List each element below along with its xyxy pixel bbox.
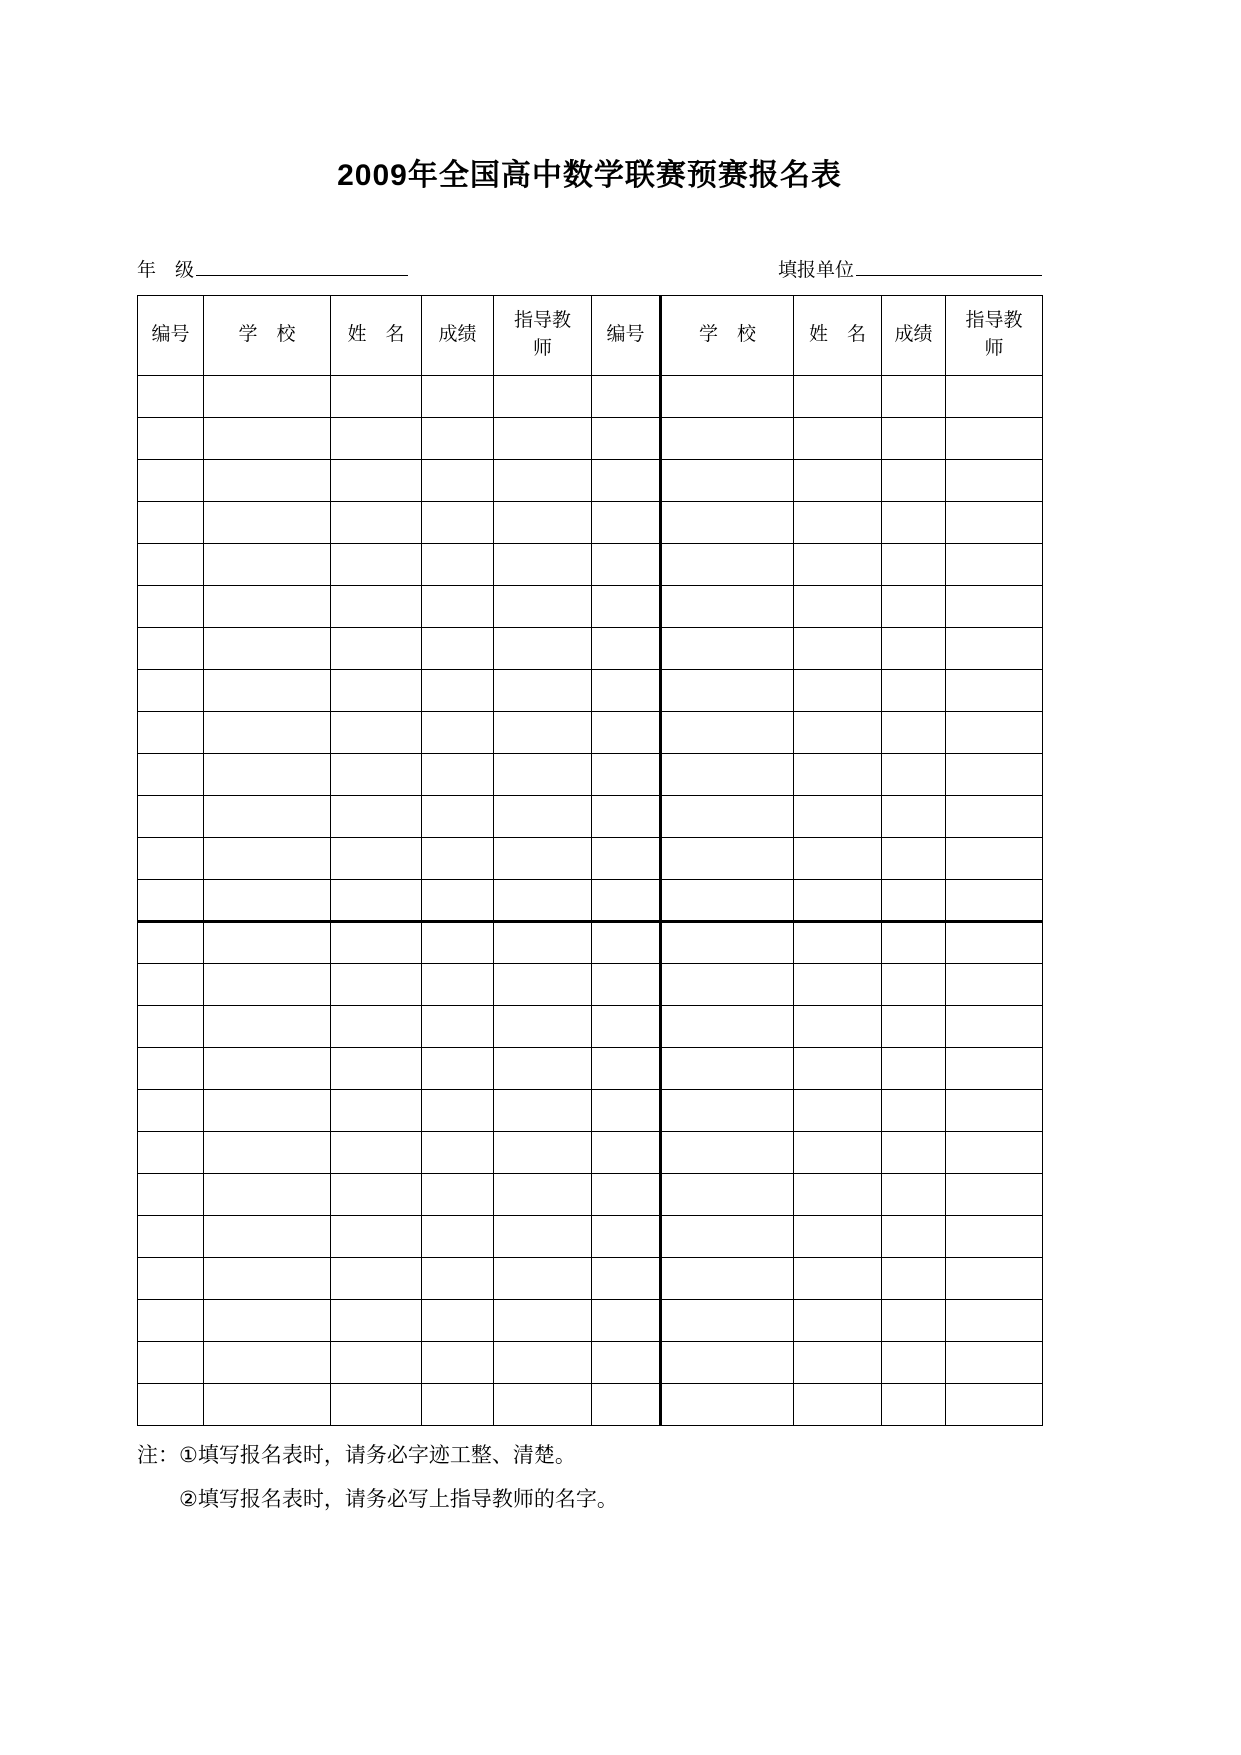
- table-cell: [204, 1047, 331, 1089]
- table-cell: [494, 375, 592, 417]
- table-cell: [331, 459, 422, 501]
- table-cell: [494, 1131, 592, 1173]
- table-cell: [494, 1299, 592, 1341]
- header-cell: 成绩: [882, 295, 946, 375]
- table-cell: [494, 669, 592, 711]
- table-cell: [138, 837, 204, 879]
- table-cell: [494, 921, 592, 963]
- table-cell: [204, 1005, 331, 1047]
- note-line-2: ②填写报名表时，请务必写上指导教师的名字。: [179, 1487, 618, 1511]
- table-cell: [794, 1383, 882, 1425]
- table-cell: [331, 1005, 422, 1047]
- notes: [137, 1441, 1042, 1516]
- table-cell: [592, 585, 661, 627]
- table-cell: [204, 837, 331, 879]
- table-row: [138, 417, 1043, 459]
- table-cell: [794, 795, 882, 837]
- grade-label: 年 级: [137, 260, 195, 281]
- table-cell: [661, 417, 794, 459]
- table-cell: [494, 1215, 592, 1257]
- table-cell: [204, 585, 331, 627]
- table-row: [138, 543, 1043, 585]
- table-cell: [138, 669, 204, 711]
- table-row: [138, 921, 1043, 963]
- table-row: [138, 501, 1043, 543]
- table-cell: [331, 501, 422, 543]
- table-cell: [592, 459, 661, 501]
- table-cell: [204, 543, 331, 585]
- header-row: [138, 295, 1043, 375]
- table-cell: [661, 585, 794, 627]
- table-cell: [794, 1089, 882, 1131]
- table-cell: [661, 543, 794, 585]
- table-cell: [882, 375, 946, 417]
- table-cell: [882, 1005, 946, 1047]
- table-cell: [422, 963, 494, 1005]
- table-cell: [422, 501, 494, 543]
- table-cell: [422, 543, 494, 585]
- header-cell: 姓 名: [331, 295, 422, 375]
- table-cell: [592, 1005, 661, 1047]
- table-cell: [946, 1047, 1043, 1089]
- table-cell: [331, 375, 422, 417]
- table-row: [138, 1299, 1043, 1341]
- table-cell: [494, 753, 592, 795]
- table-cell: [946, 1299, 1043, 1341]
- table-cell: [331, 879, 422, 921]
- table-cell: [422, 1215, 494, 1257]
- table-cell: [882, 501, 946, 543]
- table-cell: [494, 1341, 592, 1383]
- table-cell: [946, 711, 1043, 753]
- table-cell: [592, 417, 661, 459]
- table-cell: [204, 1173, 331, 1215]
- table-row: [138, 753, 1043, 795]
- table-cell: [882, 1341, 946, 1383]
- table-cell: [494, 1089, 592, 1131]
- table-cell: [592, 1383, 661, 1425]
- table-cell: [882, 543, 946, 585]
- table-cell: [882, 753, 946, 795]
- table-cell: [494, 627, 592, 669]
- table-cell: [592, 1047, 661, 1089]
- table-cell: [331, 1089, 422, 1131]
- table-cell: [661, 1215, 794, 1257]
- grade-field: [137, 257, 408, 286]
- table-cell: [794, 459, 882, 501]
- table-cell: [592, 921, 661, 963]
- unit-blank-line: [856, 257, 1042, 276]
- table-row: [138, 669, 1043, 711]
- table-cell: [138, 1005, 204, 1047]
- table-cell: [331, 963, 422, 1005]
- unit-field: [778, 257, 1042, 286]
- table-row: [138, 1005, 1043, 1047]
- table-row: [138, 711, 1043, 753]
- table-cell: [661, 921, 794, 963]
- table-cell: [204, 501, 331, 543]
- table-cell: [592, 627, 661, 669]
- table-cell: [494, 1383, 592, 1425]
- table-cell: [331, 1215, 422, 1257]
- table-cell: [661, 1047, 794, 1089]
- table-cell: [592, 669, 661, 711]
- table-cell: [204, 963, 331, 1005]
- table-cell: [882, 585, 946, 627]
- table-cell: [946, 753, 1043, 795]
- header-cell: 姓 名: [794, 295, 882, 375]
- table-cell: [331, 1131, 422, 1173]
- table-cell: [331, 795, 422, 837]
- table-cell: [946, 1089, 1043, 1131]
- header-cell: 指导教 师: [494, 295, 592, 375]
- table-cell: [661, 711, 794, 753]
- table-cell: [331, 1299, 422, 1341]
- table-cell: [204, 879, 331, 921]
- table-cell: [138, 1257, 204, 1299]
- table-cell: [422, 795, 494, 837]
- table-cell: [592, 879, 661, 921]
- table-cell: [138, 1173, 204, 1215]
- table-row: [138, 1341, 1043, 1383]
- table-cell: [882, 1215, 946, 1257]
- table-cell: [331, 627, 422, 669]
- table-cell: [138, 543, 204, 585]
- note-line-1: 注：①填写报名表时，请务必字迹工整、清楚。: [137, 1443, 576, 1467]
- table-cell: [661, 501, 794, 543]
- table-cell: [882, 417, 946, 459]
- table-cell: [882, 963, 946, 1005]
- table-cell: [794, 963, 882, 1005]
- table-cell: [946, 627, 1043, 669]
- table-cell: [422, 1383, 494, 1425]
- table-row: [138, 1383, 1043, 1425]
- table-cell: [331, 543, 422, 585]
- header-cell: 编号: [592, 295, 661, 375]
- table-cell: [331, 669, 422, 711]
- table-cell: [592, 1089, 661, 1131]
- table-cell: [882, 1173, 946, 1215]
- table-cell: [882, 795, 946, 837]
- table-cell: [204, 1383, 331, 1425]
- table-cell: [794, 1173, 882, 1215]
- table-cell: [422, 417, 494, 459]
- table-row: [138, 459, 1043, 501]
- table-cell: [661, 1299, 794, 1341]
- table-cell: [204, 1299, 331, 1341]
- table-cell: [422, 921, 494, 963]
- table-cell: [494, 1005, 592, 1047]
- header-cell: 编号: [138, 295, 204, 375]
- table-cell: [138, 459, 204, 501]
- table-cell: [592, 1257, 661, 1299]
- table-cell: [794, 1131, 882, 1173]
- table-cell: [882, 837, 946, 879]
- table-cell: [422, 1341, 494, 1383]
- table-cell: [946, 795, 1043, 837]
- table-row: [138, 375, 1043, 417]
- table-cell: [946, 921, 1043, 963]
- table-cell: [331, 921, 422, 963]
- table-cell: [794, 837, 882, 879]
- table-cell: [661, 1383, 794, 1425]
- table-cell: [946, 669, 1043, 711]
- table-row: [138, 1089, 1043, 1131]
- table-cell: [331, 1383, 422, 1425]
- table-cell: [661, 1173, 794, 1215]
- header-cell: 成绩: [422, 295, 494, 375]
- table-cell: [204, 753, 331, 795]
- table-cell: [946, 963, 1043, 1005]
- table-cell: [661, 627, 794, 669]
- table-cell: [494, 459, 592, 501]
- table-cell: [138, 711, 204, 753]
- table-cell: [946, 1383, 1043, 1425]
- table-cell: [138, 963, 204, 1005]
- table-cell: [946, 1341, 1043, 1383]
- table-cell: [882, 1089, 946, 1131]
- table-cell: [661, 753, 794, 795]
- table-cell: [138, 795, 204, 837]
- table-cell: [882, 1257, 946, 1299]
- table-cell: [946, 417, 1043, 459]
- table-row: [138, 795, 1043, 837]
- table-cell: [204, 1131, 331, 1173]
- table-cell: [794, 417, 882, 459]
- table-cell: [331, 585, 422, 627]
- table-cell: [794, 543, 882, 585]
- table-cell: [331, 711, 422, 753]
- table-cell: [946, 1215, 1043, 1257]
- table-cell: [138, 375, 204, 417]
- table-cell: [494, 543, 592, 585]
- table-row: [138, 627, 1043, 669]
- table-cell: [592, 1215, 661, 1257]
- table-row: [138, 1215, 1043, 1257]
- table-cell: [946, 837, 1043, 879]
- table-cell: [882, 459, 946, 501]
- table-cell: [661, 1131, 794, 1173]
- table-cell: [494, 879, 592, 921]
- table-cell: [882, 921, 946, 963]
- table-cell: [494, 837, 592, 879]
- table-cell: [794, 627, 882, 669]
- meta-row: [137, 257, 1042, 286]
- table-cell: [592, 543, 661, 585]
- table-cell: [422, 627, 494, 669]
- table-cell: [661, 963, 794, 1005]
- table-cell: [422, 375, 494, 417]
- table-cell: [204, 795, 331, 837]
- page-title: 2009年全国高中数学联赛预赛报名表: [337, 159, 842, 192]
- table-cell: [592, 1341, 661, 1383]
- table-cell: [204, 1215, 331, 1257]
- table-cell: [204, 1341, 331, 1383]
- table-cell: [661, 669, 794, 711]
- table-cell: [138, 501, 204, 543]
- grade-blank-line: [196, 257, 408, 276]
- table-cell: [138, 1215, 204, 1257]
- table-cell: [138, 1341, 204, 1383]
- table-cell: [882, 669, 946, 711]
- table-cell: [661, 1341, 794, 1383]
- table-cell: [494, 1173, 592, 1215]
- table-cell: [138, 585, 204, 627]
- form-content: [137, 0, 1042, 1529]
- table-cell: [592, 795, 661, 837]
- table-cell: [794, 1047, 882, 1089]
- table-cell: [204, 459, 331, 501]
- header-cell: 指导教 师: [946, 295, 1043, 375]
- table-cell: [204, 921, 331, 963]
- table-cell: [422, 879, 494, 921]
- table-cell: [138, 921, 204, 963]
- table-cell: [794, 711, 882, 753]
- table-cell: [794, 669, 882, 711]
- table-cell: [422, 837, 494, 879]
- table-cell: [946, 585, 1043, 627]
- table-cell: [794, 501, 882, 543]
- table-cell: [946, 1173, 1043, 1215]
- header-cell: 学 校: [204, 295, 331, 375]
- table-cell: [422, 585, 494, 627]
- table-cell: [882, 1131, 946, 1173]
- table-cell: [882, 1383, 946, 1425]
- table-cell: [138, 879, 204, 921]
- table-cell: [661, 879, 794, 921]
- table-cell: [422, 1131, 494, 1173]
- registration-table: [137, 295, 1043, 1426]
- table-cell: [794, 375, 882, 417]
- table-cell: [204, 417, 331, 459]
- table-cell: [331, 1047, 422, 1089]
- table-cell: [422, 1173, 494, 1215]
- table-cell: [794, 1257, 882, 1299]
- table-cell: [882, 1047, 946, 1089]
- table-cell: [661, 459, 794, 501]
- table-cell: [592, 711, 661, 753]
- table-cell: [946, 543, 1043, 585]
- table-cell: [946, 879, 1043, 921]
- table-cell: [138, 753, 204, 795]
- table-cell: [422, 459, 494, 501]
- table-cell: [661, 837, 794, 879]
- table-cell: [794, 1215, 882, 1257]
- table-cell: [794, 585, 882, 627]
- table-cell: [204, 711, 331, 753]
- table-cell: [494, 711, 592, 753]
- table-cell: [794, 753, 882, 795]
- table-cell: [946, 501, 1043, 543]
- table-cell: [422, 1089, 494, 1131]
- table-cell: [794, 921, 882, 963]
- table-cell: [882, 711, 946, 753]
- table-row: [138, 585, 1043, 627]
- table-cell: [592, 1131, 661, 1173]
- table-cell: [494, 795, 592, 837]
- table-cell: [882, 879, 946, 921]
- table-cell: [592, 501, 661, 543]
- table-cell: [138, 1299, 204, 1341]
- table-cell: [592, 753, 661, 795]
- table-row: [138, 1047, 1043, 1089]
- table-cell: [592, 1173, 661, 1215]
- table-cell: [946, 459, 1043, 501]
- table-cell: [494, 501, 592, 543]
- table-cell: [494, 1257, 592, 1299]
- table-row: [138, 1173, 1043, 1215]
- table-cell: [422, 1257, 494, 1299]
- table-row: [138, 1257, 1043, 1299]
- table-cell: [946, 1005, 1043, 1047]
- table-cell: [422, 1299, 494, 1341]
- table-cell: [882, 1299, 946, 1341]
- table-cell: [331, 1173, 422, 1215]
- table-row: [138, 837, 1043, 879]
- table-cell: [204, 375, 331, 417]
- table-cell: [494, 963, 592, 1005]
- table-cell: [592, 375, 661, 417]
- table-cell: [794, 1005, 882, 1047]
- table-cell: [331, 837, 422, 879]
- table-cell: [494, 417, 592, 459]
- table-cell: [331, 1341, 422, 1383]
- unit-label: 填报单位: [777, 260, 854, 281]
- table-cell: [138, 1131, 204, 1173]
- table-cell: [331, 1257, 422, 1299]
- table-row: [138, 963, 1043, 1005]
- table-cell: [882, 627, 946, 669]
- table-cell: [661, 795, 794, 837]
- table-cell: [422, 1005, 494, 1047]
- table-cell: [422, 1047, 494, 1089]
- header-cell: 学 校: [661, 295, 794, 375]
- table-cell: [494, 585, 592, 627]
- table-row: [138, 1131, 1043, 1173]
- table-cell: [204, 1089, 331, 1131]
- table-cell: [138, 627, 204, 669]
- table-cell: [204, 669, 331, 711]
- table-cell: [946, 1257, 1043, 1299]
- table-cell: [422, 669, 494, 711]
- table-cell: [592, 837, 661, 879]
- table-cell: [331, 417, 422, 459]
- table-row: [138, 879, 1043, 921]
- table-cell: [138, 1089, 204, 1131]
- table-cell: [204, 627, 331, 669]
- table-cell: [422, 711, 494, 753]
- table-cell: [204, 1257, 331, 1299]
- table-cell: [794, 1341, 882, 1383]
- table-cell: [661, 1089, 794, 1131]
- table-cell: [138, 417, 204, 459]
- table-cell: [592, 963, 661, 1005]
- table-cell: [661, 375, 794, 417]
- table-cell: [661, 1005, 794, 1047]
- table-cell: [946, 375, 1043, 417]
- table-cell: [138, 1383, 204, 1425]
- table-cell: [794, 1299, 882, 1341]
- table-cell: [422, 753, 494, 795]
- table-cell: [494, 1047, 592, 1089]
- table-cell: [946, 1131, 1043, 1173]
- table-cell: [661, 1257, 794, 1299]
- table-cell: [331, 753, 422, 795]
- table-cell: [138, 1047, 204, 1089]
- table-cell: [794, 879, 882, 921]
- table-cell: [592, 1299, 661, 1341]
